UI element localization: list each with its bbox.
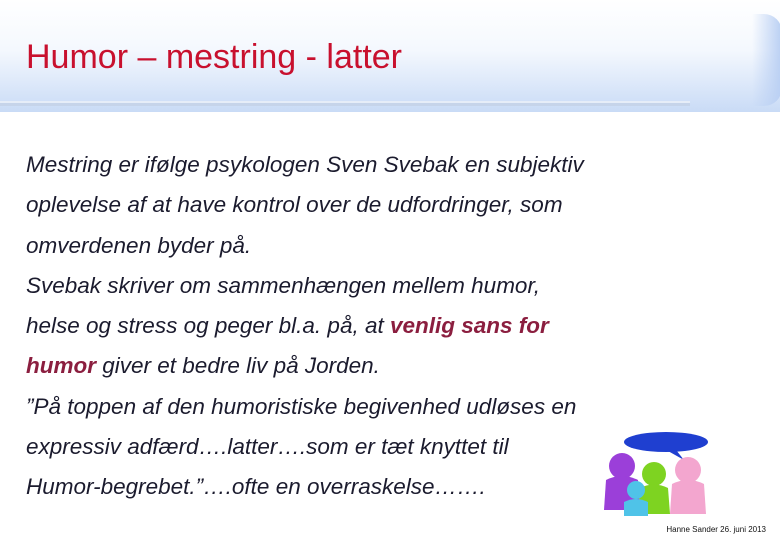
body-line (26, 387, 766, 427)
body-text-run: Humor-begrebet.”….ofte en overraskelse……. (26, 474, 486, 500)
body-line (26, 306, 766, 346)
footer-author-date: Hanne Sander 26. juni 2013 (666, 525, 766, 534)
body-text-run: omverdenen byder på. (26, 232, 252, 258)
speech-bubble-icon (624, 432, 708, 452)
emphasis-text: venlig sans for (389, 313, 549, 339)
body-line (26, 185, 766, 225)
body-text-run: giver et bedre liv på Jorden. (96, 353, 380, 379)
body-text-run: oplevelse af at have kontrol over de udfordringer, som (26, 192, 563, 218)
body-text-run: ”På toppen af den humoristiske begivenhed udløses en (26, 393, 577, 419)
body-line (26, 266, 766, 306)
laughing-people-clipart (588, 428, 720, 518)
slide-title: Humor – mestring - latter (26, 38, 402, 76)
body-text-run: Mestring er ifølge psykologen Sven Svebak en subjektiv (26, 152, 584, 177)
emphasis-text: humor (26, 353, 96, 379)
title-underline (0, 101, 690, 106)
body-line (26, 226, 766, 266)
body-line (26, 145, 766, 185)
body-text-run: helse og stress og peger bl.a. på, at (26, 313, 390, 339)
body-text-run: Svebak skriver om sammenhængen mellem humor, (26, 272, 540, 298)
body-text-run: expressiv adfærd….latter….som er tæt knyttet til (26, 434, 509, 460)
body-line (26, 346, 766, 386)
